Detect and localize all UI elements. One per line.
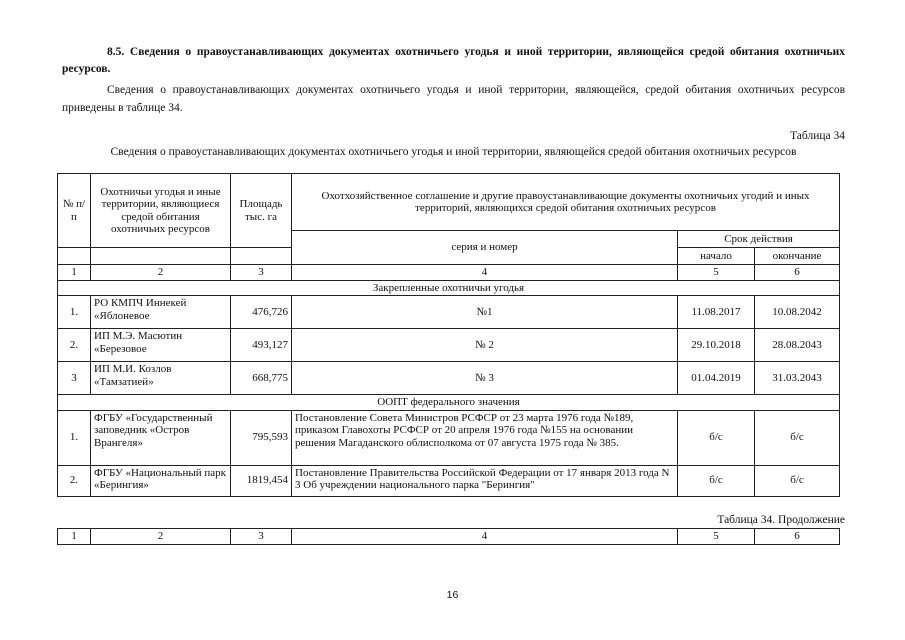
continuation-label: Таблица 34. Продолжение (717, 514, 845, 526)
section-paragraph: Сведения о правоустанавливающих документах охотничьего угодья и иной территории, являющейся, средой обитания охотничьих ресурсов приведены в таблице 34. (62, 84, 845, 114)
header-spacer-num (58, 248, 91, 265)
row-end: 28.08.2043 (755, 329, 840, 362)
row-doc: № 2 (292, 329, 678, 362)
section-heading: 8.5. Сведения о правоустанавливающих документах охотничьего угодья и иной территории, являющейся средой обитания охотничьих ресурсов. (62, 46, 845, 75)
row-doc: №1 (292, 296, 678, 329)
row-end: 31.03.2043 (755, 362, 840, 395)
col-number: 6 (755, 529, 840, 545)
row-doc: Постановление Правительства Российской Федерации от 17 января 2013 года N 3 Об учреждении национального парка "Берингия" (292, 465, 678, 496)
row-name: ИП М.И. Козлов «Тамзатией» (91, 362, 231, 395)
row-area: 476,726 (231, 296, 292, 329)
row-num: 2. (58, 465, 91, 496)
header-spacer-name (91, 248, 231, 265)
col-number: 5 (678, 265, 755, 281)
table-caption: Сведения о правоустанавливающих документах охотничьего угодья и иной территории, являющейся средой обитания охотничьих ресурсов (110, 146, 797, 158)
header-row (58, 174, 840, 231)
header-area: Площадь тыс. га (231, 174, 292, 248)
table-row (58, 410, 840, 465)
row-start: б/с (678, 465, 755, 496)
rights-documents-table (57, 173, 840, 497)
col-number: 1 (58, 529, 91, 545)
row-doc: № 3 (292, 362, 678, 395)
col-number: 3 (231, 265, 292, 281)
header-name: Охотничьи угодья и иные территории, являющиеся средой обитания охотничьих ресурсов (91, 174, 231, 248)
row-area: 493,127 (231, 329, 292, 362)
row-start: 01.04.2019 (678, 362, 755, 395)
row-name: ФГБУ «Национальный парк «Берингия» (91, 465, 231, 496)
header-start: начало (678, 248, 755, 265)
table-row (58, 329, 840, 362)
row-area: 795,593 (231, 410, 292, 465)
continuation-table (57, 528, 840, 545)
row-num: 1. (58, 410, 91, 465)
header-series: серия и номер (292, 231, 678, 265)
row-num: 2. (58, 329, 91, 362)
row-name: ФГБУ «Государственный заповедник «Остров Врангеля» (91, 410, 231, 465)
col-number: 5 (678, 529, 755, 545)
row-area: 668,775 (231, 362, 292, 395)
row-start: 11.08.2017 (678, 296, 755, 329)
header-validity: Срок действия (678, 231, 840, 248)
col-number: 1 (58, 265, 91, 281)
table-row (58, 465, 840, 496)
table-row (58, 296, 840, 329)
col-number: 2 (91, 265, 231, 281)
row-end: б/с (755, 410, 840, 465)
row-end: б/с (755, 465, 840, 496)
row-start: 29.10.2018 (678, 329, 755, 362)
row-area: 1819,454 (231, 465, 292, 496)
header-agreement: Охотхозяйственное соглашение и другие правоустанавливающие документы охотничьих угодий и иных территорий, являющихся средой обитания охотничьих ресурсов (292, 174, 840, 231)
section-row (58, 395, 840, 411)
col-number: 2 (91, 529, 231, 545)
row-name: РО КМПЧ Иннекей «Яблоневое (91, 296, 231, 329)
section-title: ООПТ федерального значения (58, 395, 840, 411)
col-number: 4 (292, 265, 678, 281)
header-num: № п/п (58, 174, 91, 248)
header-spacer-area (231, 248, 292, 265)
section-title: Закрепленные охотничьи угодья (58, 280, 840, 296)
row-end: 10.08.2042 (755, 296, 840, 329)
row-num: 1. (58, 296, 91, 329)
col-number: 4 (292, 529, 678, 545)
section-row (58, 280, 840, 296)
row-start: б/с (678, 410, 755, 465)
table-row (58, 362, 840, 395)
row-name: ИП М.Э. Масютин «Березовое (91, 329, 231, 362)
table-number-label: Таблица 34 (790, 130, 845, 142)
column-numbers-row (58, 265, 840, 281)
row-num: 3 (58, 362, 91, 395)
col-number: 6 (755, 265, 840, 281)
column-numbers-row (58, 529, 840, 545)
header-end: окончание (755, 248, 840, 265)
row-doc: Постановление Совета Министров РСФСР от 23 марта 1976 года №189, приказом Главохоты РСФСР от 20 апреля 1976 года №155 на основании решения Магаданского облисполкома от 07 августа 1975 года № 385. (292, 410, 678, 465)
col-number: 3 (231, 529, 292, 545)
page-number: 16 (446, 589, 459, 601)
